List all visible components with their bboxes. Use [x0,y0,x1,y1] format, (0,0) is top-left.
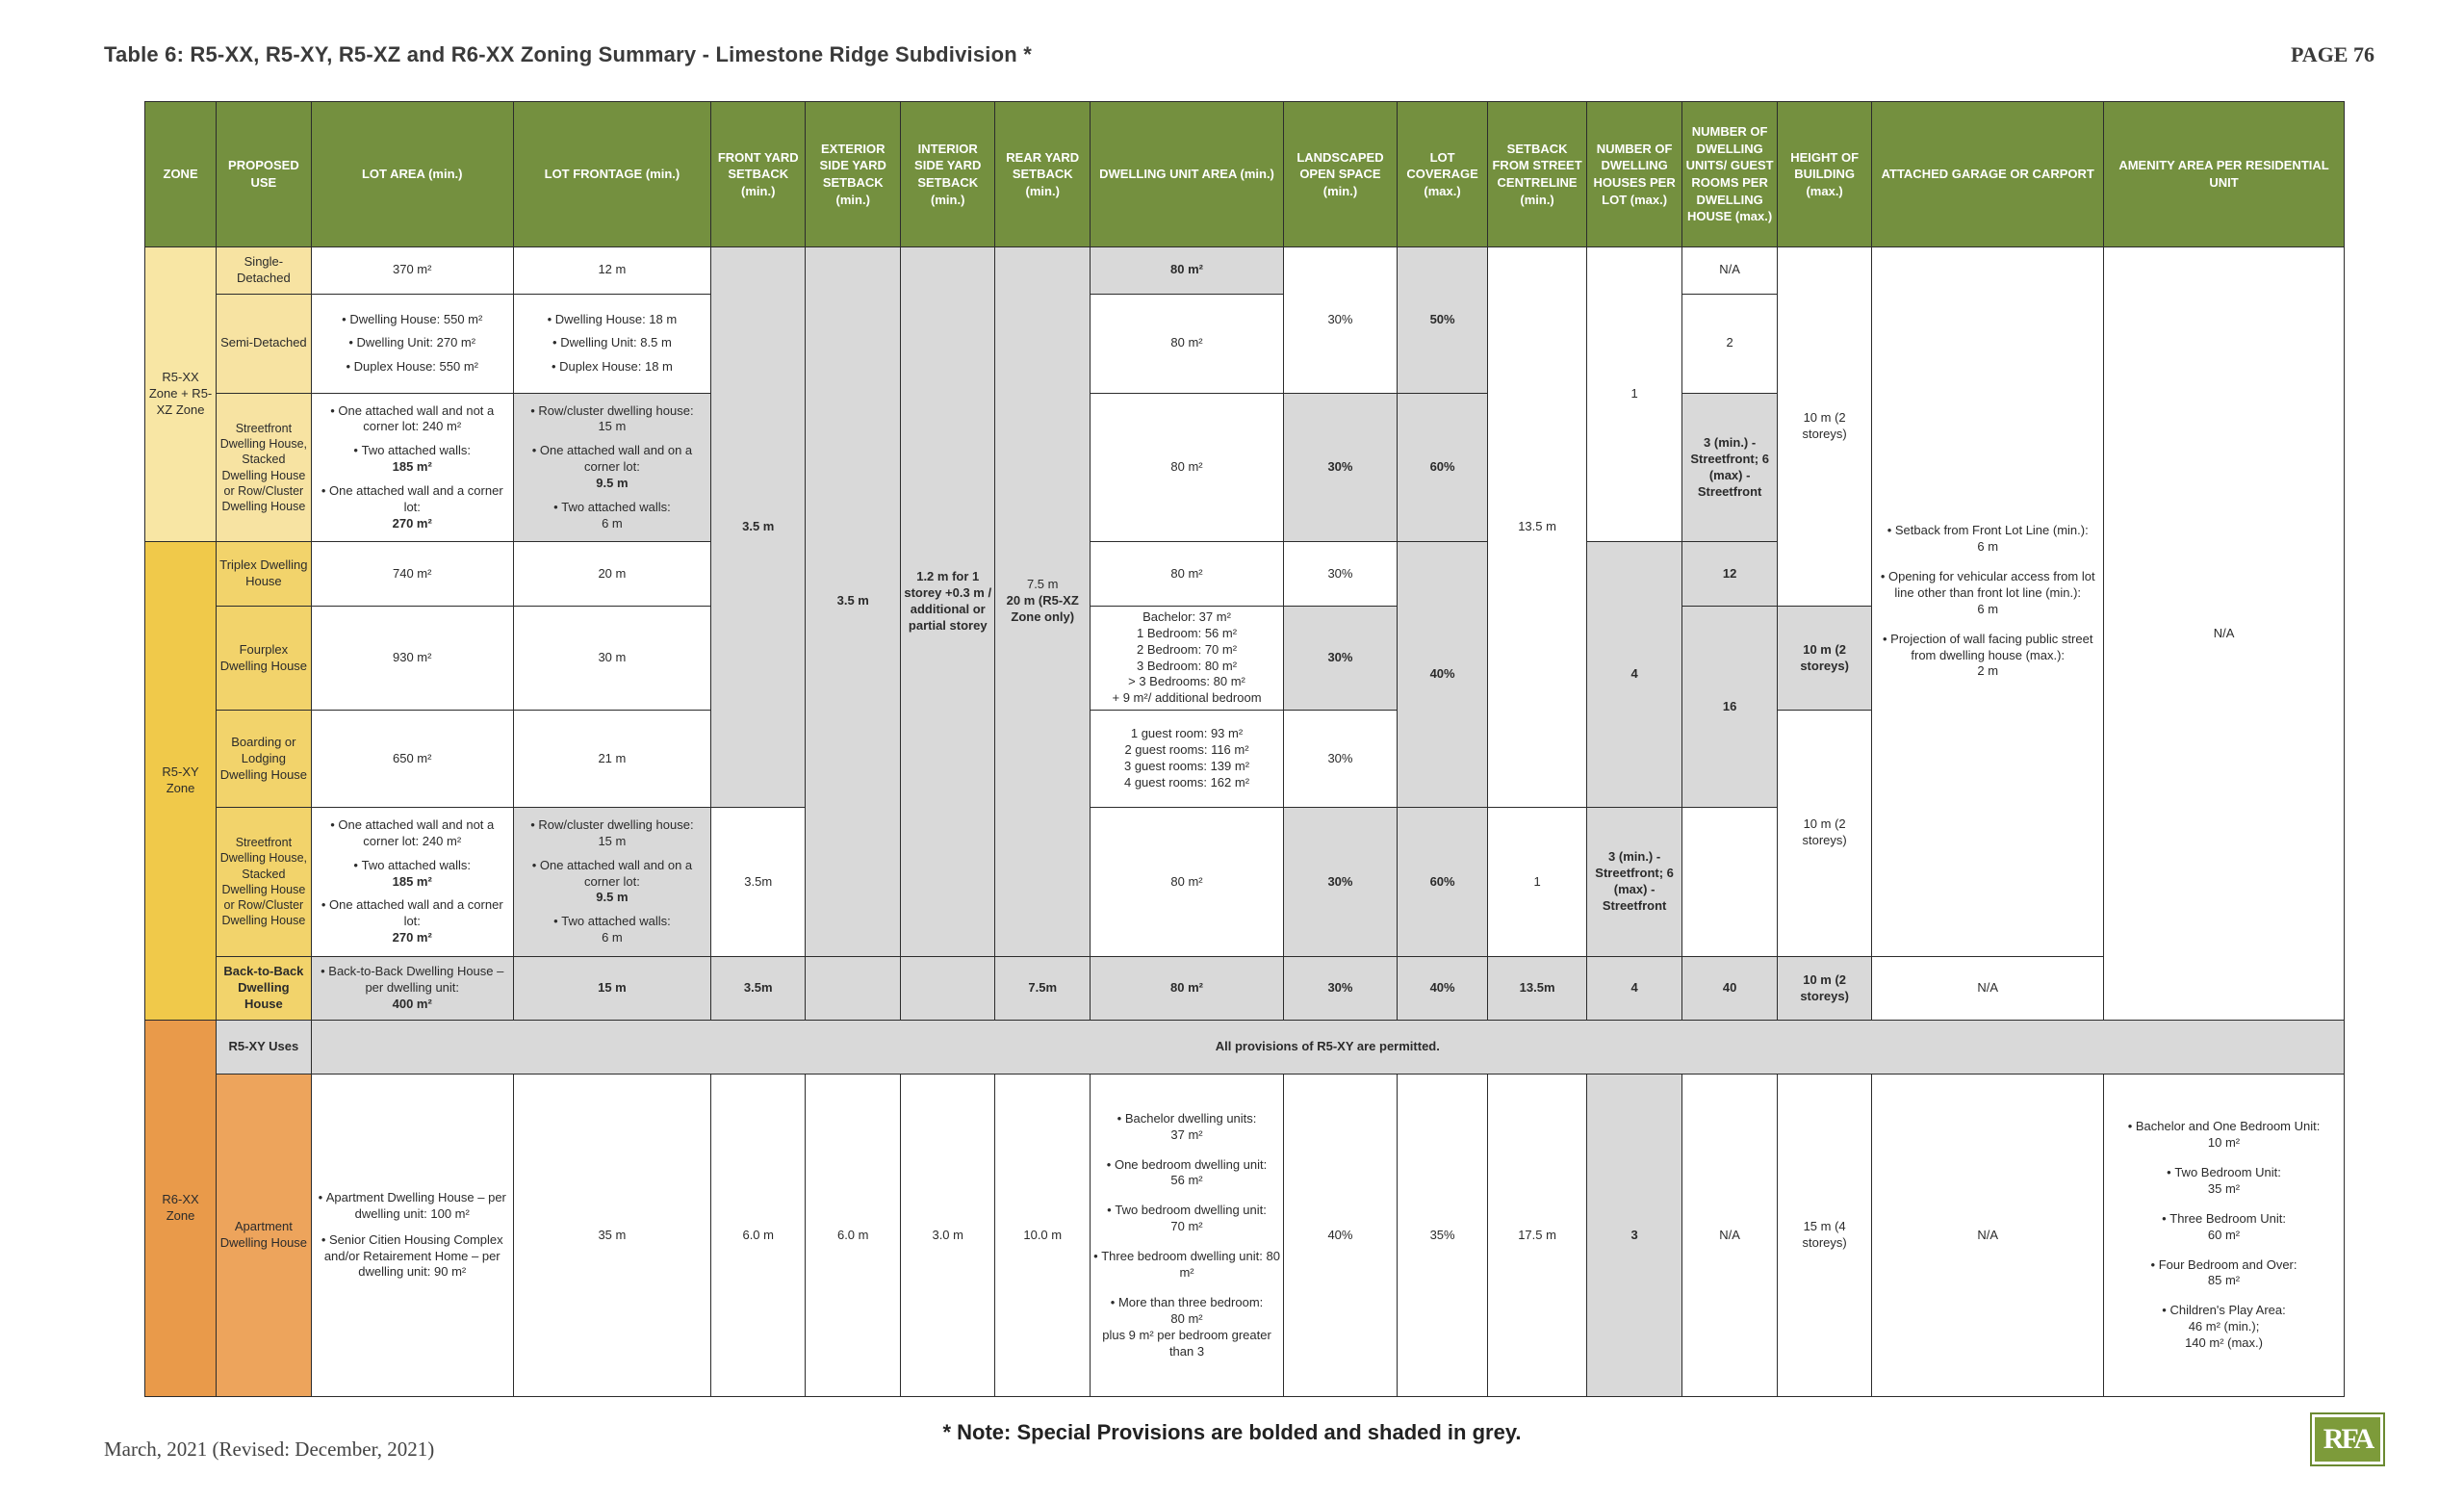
lot-area-item: • One attached wall and a corner lot: [315,897,510,930]
frontage-value: 9.5 m [596,476,629,491]
frontage-value: 9.5 m [596,890,629,905]
interior-side-yard-setback [900,956,995,1021]
garage-value: 6 m [1977,601,1999,616]
rear-yard-setback: 7.5m [995,956,1091,1021]
revision-date: March, 2021 (Revised: December, 2021) [104,1437,435,1461]
du-area-value: 80 m² [1170,1310,1203,1326]
lot-area-item: • Two attached walls: [315,858,510,874]
lot-area-item: • Dwelling House: 550 m² [315,312,510,328]
exterior-side-yard-setback: 6.0 m [806,1075,901,1397]
lot-area: 650 m² [311,711,513,808]
frontage-item: • Two attached walls: [517,500,707,516]
lot-area [311,1075,513,1397]
landscaped-open-space: 30% [1284,542,1398,607]
du-area-item: • Three bedroom dwelling unit: 80 m² [1093,1249,1280,1282]
lot-area-item: • One attached wall and not a corner lot: 240 m² [315,817,510,850]
use-back-to-back: Back-to-Back Dwelling House [217,956,312,1021]
front-yard-setback: 3.5m [710,956,806,1021]
du-area-item: > 3 Bedrooms: 80 m² [1128,674,1245,689]
frontage-item: • Dwelling House: 18 m [517,312,707,328]
rear-yard-setback [995,247,1091,957]
frontage-value: 6 m [602,930,623,945]
amenity-value: 60 m² [2207,1227,2241,1242]
dwelling-unit-area: 80 m² [1090,247,1283,295]
col-header: LANDSCAPED OPEN SPACE (min.) [1284,102,1398,247]
table-row [145,247,2345,295]
dwelling-unit-area [1090,711,1283,808]
frontage-item: • One attached wall and on a corner lot: [517,443,707,476]
zoning-summary-table [144,101,2345,1397]
garage-provision: • Projection of wall facing public street from dwelling house (max.): [1875,632,2100,664]
amenity-value: 140 m² (max.) [2185,1335,2263,1351]
units-per-house: 3 (min.) - Streetfront; 6 (max) - Streetfront [1586,808,1682,956]
amenity-area [2104,1075,2345,1397]
use-triplex: Triplex Dwelling House [217,542,312,607]
dwelling-unit-area: 80 m² [1090,294,1283,393]
lot-frontage: 21 m [513,711,710,808]
exterior-side-yard-setback [806,956,901,1021]
company-logo [2310,1412,2385,1466]
frontage-item: • Duplex House: 18 m [517,359,707,376]
lot-area-item: • Senior Citien Housing Complex and/or Retairement Home – per dwelling unit: 90 m² [315,1232,510,1282]
du-area-item: 1 Bedroom: 56 m² [1137,625,1238,640]
lot-frontage [513,808,710,956]
col-header: LOT FRONTAGE (min.) [513,102,710,247]
units-per-house: 12 [1682,542,1778,607]
use-single-detached: Single-Detached [217,247,312,295]
attached-garage: N/A [1872,1075,2104,1397]
landscaped-open-space: 30% [1284,394,1398,542]
landscaped-open-space: 30% [1284,956,1398,1021]
lot-frontage [513,394,710,542]
page-title: Table 6: R5-XX, R5-XY, R5-XZ and R6-XX Zoning Summary - Limestone Ridge Subdivision * [104,42,1032,66]
landscaped-open-space: 40% [1284,1075,1398,1397]
du-area-item: • Bachelor dwelling units: [1093,1111,1280,1127]
lot-area: 930 m² [311,607,513,711]
r5xy-provisions: All provisions of R5-XY are permitted. [311,1021,2344,1075]
lot-area-item: • Two attached walls: [315,443,510,459]
height-of-building: 10 m (2 storeys) [1777,711,1872,957]
garage-value: 2 m [1977,663,1999,679]
lot-frontage: 35 m [513,1075,710,1397]
table-row [145,1021,2345,1075]
zone-r5xx: R5-XX Zone + R5-XZ Zone [145,247,217,542]
landscaped-open-space: 30% [1284,711,1398,808]
setback-centreline: 13.5 m [1488,247,1587,808]
lot-area-item: • One attached wall and a corner lot: [315,483,510,516]
landscaped-open-space: 30% [1284,247,1398,394]
dwelling-unit-area: 80 m² [1090,956,1283,1021]
dwelling-houses-per-lot: 4 [1586,956,1682,1021]
setback-centreline: 13.5m [1488,956,1587,1021]
amenity-item: • Bachelor and One Bedroom Unit: [2107,1119,2341,1135]
lot-coverage: 50% [1397,247,1487,394]
amenity-area: N/A [2104,247,2345,1021]
lot-frontage: 15 m [513,956,710,1021]
lot-coverage: 40% [1397,956,1487,1021]
lot-area [311,394,513,542]
landscaped-open-space: 30% [1284,607,1398,711]
du-area-item: 3 guest rooms: 139 m² [1123,759,1250,774]
dwelling-houses-per-lot: 3 [1586,1075,1682,1397]
dwelling-unit-area [1090,607,1283,711]
rear-yard-special: 20 m (R5-XZ Zone only) [1006,593,1079,625]
lot-area-item: • Apartment Dwelling House – per dwelling unit: 100 m² [315,1190,510,1223]
height-of-building: 10 m (2 storeys) [1777,607,1872,711]
rear-yard-value: 7.5 m [1026,577,1059,592]
lot-coverage: 35% [1397,1075,1487,1397]
lot-frontage: 12 m [513,247,710,295]
du-area-item: • Two bedroom dwelling unit: [1093,1203,1280,1219]
amenity-item: • Three Bedroom Unit: [2107,1211,2341,1228]
use-streetfront: Streetfront Dwelling House, Stacked Dwelling House or Row/Cluster Dwelling House [217,808,312,956]
lot-coverage: 40% [1397,542,1487,808]
du-area-item: Bachelor: 37 m² [1142,609,1231,624]
use-semi-detached: Semi-Detached [217,294,312,393]
amenity-value: 46 m² (min.); [2188,1319,2260,1334]
page-number: PAGE 76 [2291,42,2374,66]
garage-value: 6 m [1977,539,1999,555]
interior-side-yard-setback: 3.0 m [900,1075,995,1397]
dwelling-houses-per-lot: 1 [1488,808,1587,956]
col-header: FRONT YARD SETBACK (min.) [710,102,806,247]
col-header: ZONE [145,102,217,247]
garage-provision: • Opening for vehicular access from lot line other than front lot line (min.): [1875,569,2100,602]
attached-garage: N/A [1872,956,2104,1021]
garage-provision: • Setback from Front Lot Line (min.): [1875,523,2100,539]
zone-r6xx: R6-XX Zone [145,1021,217,1397]
height-of-building: 10 m (2 storeys) [1777,247,1872,607]
col-header: NUMBER OF DWELLING UNITS/ GUEST ROOMS PER DWELLING HOUSE (max.) [1682,102,1778,247]
units-per-house: N/A [1682,1075,1778,1397]
units-per-house: 40 [1682,956,1778,1021]
lot-area-value: 400 m² [392,996,432,1011]
dwelling-houses-per-lot: 4 [1586,542,1682,808]
frontage-item: • One attached wall and on a corner lot: [517,858,707,891]
du-area-item: 2 Bedroom: 70 m² [1137,641,1238,657]
lot-frontage [513,294,710,393]
lot-area-item: • Dwelling Unit: 270 m² [315,335,510,351]
frontage-value: 15 m [598,419,627,434]
frontage-item: • Row/cluster dwelling house: [517,403,707,420]
lot-area: 740 m² [311,542,513,607]
col-header: LOT COVERAGE (max.) [1397,102,1487,247]
table-row [145,1075,2345,1397]
lot-coverage: 60% [1397,394,1487,542]
du-area-value: 70 m² [1170,1219,1203,1234]
dwelling-unit-area: 80 m² [1090,542,1283,607]
col-header: LOT AREA (min.) [311,102,513,247]
du-area-item: 4 guest rooms: 162 m² [1123,775,1250,790]
lot-area [311,956,513,1021]
front-yard-setback: 3.5 m [710,247,806,808]
lot-frontage: 20 m [513,542,710,607]
use-apartment: Apartment Dwelling House [217,1075,312,1397]
col-header: NUMBER OF DWELLING HOUSES PER LOT (max.) [1586,102,1682,247]
amenity-item: • Two Bedroom Unit: [2107,1165,2341,1181]
amenity-value: 10 m² [2207,1135,2241,1151]
rear-yard-setback: 10.0 m [995,1075,1091,1397]
col-header: DWELLING UNIT AREA (min.) [1090,102,1283,247]
col-header: SETBACK FROM STREET CENTRELINE (min.) [1488,102,1587,247]
footnote: * Note: Special Provisions are bolded and shaded in grey. [942,1420,1522,1444]
use-r5xy-uses: R5-XY Uses [217,1021,312,1075]
col-header: EXTERIOR SIDE YARD SETBACK (min.) [806,102,901,247]
du-area-item: 1 guest room: 93 m² [1130,726,1244,741]
units-per-house: N/A [1682,247,1778,295]
lot-area [311,808,513,956]
zone-r5xy: R5-XY Zone [145,542,217,1021]
attached-garage [1872,247,2104,957]
table-header-row [145,102,2345,247]
interior-side-yard-setback: 1.2 m for 1 storey +0.3 m / additional or partial storey [900,247,995,957]
dwelling-unit-area: 80 m² [1090,808,1283,956]
amenity-value: 35 m² [2207,1180,2241,1196]
frontage-value: 6 m [602,515,623,531]
frontage-item: • Two attached walls: [517,914,707,930]
landscaped-open-space: 30% [1284,808,1398,956]
dwelling-houses-per-lot: 1 [1586,247,1682,542]
logo-mark: RFA [2315,1417,2380,1462]
height-of-building: 15 m (4 storeys) [1777,1075,1872,1397]
du-area-item: + 9 m²/ additional bedroom [1112,690,1262,706]
units-per-house: 3 (min.) - Streetfront; 6 (max) - Streetfront [1682,394,1778,542]
height-of-building: 10 m (2 storeys) [1777,956,1872,1021]
front-yard-setback: 3.5m [710,808,806,956]
col-header: INTERIOR SIDE YARD SETBACK (min.) [900,102,995,247]
lot-area-value: 185 m² [392,873,432,889]
front-yard-setback: 6.0 m [710,1075,806,1397]
frontage-item: • Row/cluster dwelling house: [517,817,707,834]
du-area-item: 2 guest rooms: 116 m² [1124,742,1249,758]
units-per-house: 16 [1682,607,1778,808]
amenity-item: • Children's Play Area: [2107,1303,2341,1319]
lot-area-value: 270 m² [392,930,432,945]
du-area-value: 37 m² [1170,1126,1203,1142]
dwelling-unit-area: 80 m² [1090,394,1283,542]
units-per-house: 2 [1682,294,1778,393]
amenity-item: • Four Bedroom and Over: [2107,1257,2341,1274]
col-header: PROPOSED USE [217,102,312,247]
setback-centreline: 17.5 m [1488,1075,1587,1397]
col-header: REAR YARD SETBACK (min.) [995,102,1091,247]
lot-coverage: 60% [1397,808,1487,956]
du-area-value: plus 9 m² per bedroom greater than 3 [1102,1327,1271,1359]
du-area-value: 56 m² [1170,1173,1203,1188]
frontage-item: • Dwelling Unit: 8.5 m [517,335,707,351]
lot-area-value: 185 m² [392,459,432,475]
table-row [145,956,2345,1021]
use-fourplex: Fourplex Dwelling House [217,607,312,711]
use-streetfront: Streetfront Dwelling House, Stacked Dwelling House or Row/Cluster Dwelling House [217,394,312,542]
dwelling-unit-area [1090,1075,1283,1397]
col-header: AMENITY AREA PER RESIDENTIAL UNIT [2104,102,2345,247]
exterior-side-yard-setback: 3.5 m [806,247,901,957]
col-header: HEIGHT OF BUILDING (max.) [1777,102,1872,247]
du-area-item: 3 Bedroom: 80 m² [1137,658,1238,673]
lot-area-item: • Duplex House: 550 m² [315,359,510,376]
du-area-item: • More than three bedroom: [1093,1295,1280,1311]
amenity-value: 85 m² [2207,1273,2241,1288]
lot-area-value: 270 m² [392,515,432,531]
lot-area-item: • Back-to-Back Dwelling House – per dwelling unit: [315,964,510,997]
lot-area [311,294,513,393]
use-boarding-lodging: Boarding or Lodging Dwelling House [217,711,312,808]
frontage-value: 15 m [598,833,627,848]
lot-area-item: • One attached wall and not a corner lot: 240 m² [315,403,510,436]
col-header: ATTACHED GARAGE OR CARPORT [1872,102,2104,247]
lot-area: 370 m² [311,247,513,295]
du-area-item: • One bedroom dwelling unit: [1093,1157,1280,1174]
lot-frontage: 30 m [513,607,710,711]
